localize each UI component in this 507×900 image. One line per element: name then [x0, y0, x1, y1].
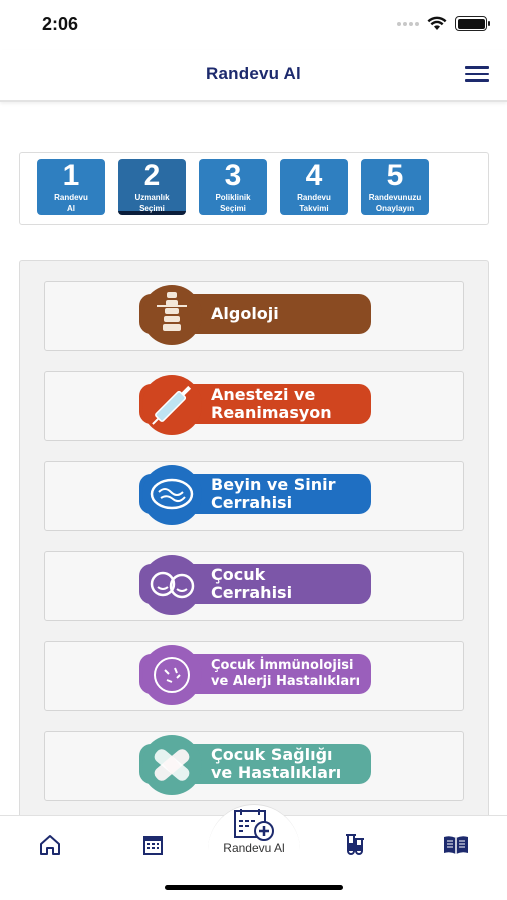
department-badge — [139, 654, 371, 694]
hamburger-menu-icon[interactable] — [465, 64, 489, 84]
brain-icon — [137, 464, 207, 526]
step-label: Onaylayın — [375, 204, 415, 213]
book-icon — [442, 834, 470, 856]
department-name-line1: Çocuk Sağlığı — [211, 745, 333, 764]
step-indicator — [19, 152, 489, 225]
department-item-algoloji[interactable] — [44, 281, 464, 351]
battery-icon — [455, 16, 487, 31]
status-bar — [0, 0, 507, 50]
department-name-line1: Çocuk — [211, 565, 266, 584]
nav-home[interactable] — [30, 830, 70, 860]
department-name — [211, 744, 365, 784]
step-label: Al — [67, 204, 75, 213]
syringe-icon — [137, 374, 207, 436]
lab-tubes-icon — [342, 833, 366, 857]
step-1-button[interactable] — [37, 159, 105, 215]
department-name-line1: Beyin ve Sinir — [211, 475, 336, 494]
step-2-button[interactable] — [118, 159, 186, 215]
department-list — [19, 260, 489, 820]
home-indicator — [165, 885, 343, 890]
department-name — [211, 474, 365, 514]
step-4-button[interactable] — [280, 159, 348, 215]
nav-guide[interactable] — [436, 830, 476, 860]
status-time: 2:06 — [42, 14, 79, 34]
nav-calendar[interactable] — [133, 830, 173, 860]
department-name-line1: Anestezi ve — [211, 385, 316, 404]
calendar-icon — [142, 834, 164, 856]
step-number: 5 — [386, 159, 404, 192]
department-badge — [139, 744, 371, 784]
child-faces-icon — [137, 554, 207, 616]
bandage-icon — [137, 734, 207, 796]
wifi-icon — [427, 16, 447, 31]
department-badge — [139, 474, 371, 514]
department-name — [211, 384, 365, 424]
step-3-button[interactable] — [199, 159, 267, 215]
step-label: Uzmanlık — [134, 193, 170, 202]
department-name-line2: Cerrahisi — [211, 583, 293, 602]
department-name-line2: ve Alerji Hastalıkları — [211, 674, 361, 689]
step-label: Seçimi — [139, 204, 165, 213]
department-item-anestezi[interactable] — [44, 371, 464, 441]
step-label: Seçimi — [220, 204, 246, 213]
department-badge — [139, 294, 371, 334]
department-name-line1: Algoloji — [211, 304, 279, 323]
spine-icon — [137, 284, 207, 346]
department-badge — [139, 384, 371, 424]
step-label: Poliklinik — [215, 193, 251, 202]
nav-lab-results[interactable] — [334, 830, 374, 860]
app-header — [0, 50, 507, 102]
department-badge — [139, 564, 371, 604]
step-label: Randevu — [297, 193, 331, 202]
department-name — [211, 654, 365, 694]
status-icons — [397, 16, 487, 31]
department-item-beyin-sinir[interactable] — [44, 461, 464, 531]
department-name-line2: Cerrahisi — [211, 493, 293, 512]
cellular-signal-icon — [397, 22, 419, 26]
department-name — [211, 294, 365, 334]
step-number: 2 — [143, 159, 161, 192]
department-name-line2: ve Hastalıkları — [211, 763, 342, 782]
department-name-line1: Çocuk İmmünolojisi — [211, 658, 354, 673]
department-item-cocuk-sagligi[interactable] — [44, 731, 464, 801]
step-number: 1 — [62, 159, 80, 192]
step-number: 4 — [305, 159, 323, 192]
step-5-button[interactable] — [361, 159, 429, 215]
page-title: Randevu Al — [206, 64, 301, 83]
step-label: Takvimi — [299, 204, 329, 213]
department-item-cocuk-immunolojisi[interactable] — [44, 641, 464, 711]
department-name — [211, 564, 365, 604]
home-icon — [38, 834, 62, 856]
step-label: Randevunuzu — [368, 193, 422, 202]
step-number: 3 — [224, 159, 242, 192]
allergy-icon — [137, 644, 207, 706]
appointment-icon — [231, 807, 277, 843]
nav-center-label: Randevu Al — [223, 841, 285, 855]
department-item-cocuk-cerrahisi[interactable] — [44, 551, 464, 621]
step-label: Randevu — [54, 193, 88, 202]
department-name-line2: Reanimasyon — [211, 403, 332, 422]
